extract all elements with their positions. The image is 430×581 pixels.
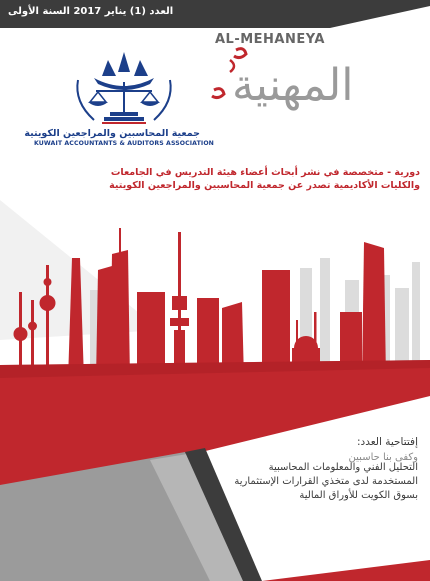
association-name-ar: جمعية المحاسبين والمراجعين الكويتية: [24, 128, 200, 139]
magazine-description: دورية - متخصصة في نشر أبحاث أعضاء هيئة التدريس في الجامعات والكليات الأكاديمية تصدر عن جمعية المحاسبين والمراجعين الكويتية: [109, 167, 420, 191]
association-logo-icon: [72, 50, 176, 128]
magazine-name-en: AL-MEHANEYA: [215, 32, 325, 47]
editorial-title: وكفى بنا حاسبين: [348, 452, 418, 463]
title-ornament-icon: [200, 44, 260, 114]
issue-info: العدد (1) يناير 2017 السنة الأولى: [8, 6, 174, 17]
association-name-en: KUWAIT ACCOUNTANTS & AUDITORS ASSOCIATION: [34, 140, 214, 147]
article-title: التحليل الفني والمعلومات المحاسبية المستخدمة لدى متخذي القرارات الإستثمارية بسوق الكويت للأوراق المالية: [234, 462, 418, 501]
magazine-name-ar: المهنية: [232, 60, 354, 111]
editorial-heading: إفتتاحية العدد:: [356, 436, 418, 448]
